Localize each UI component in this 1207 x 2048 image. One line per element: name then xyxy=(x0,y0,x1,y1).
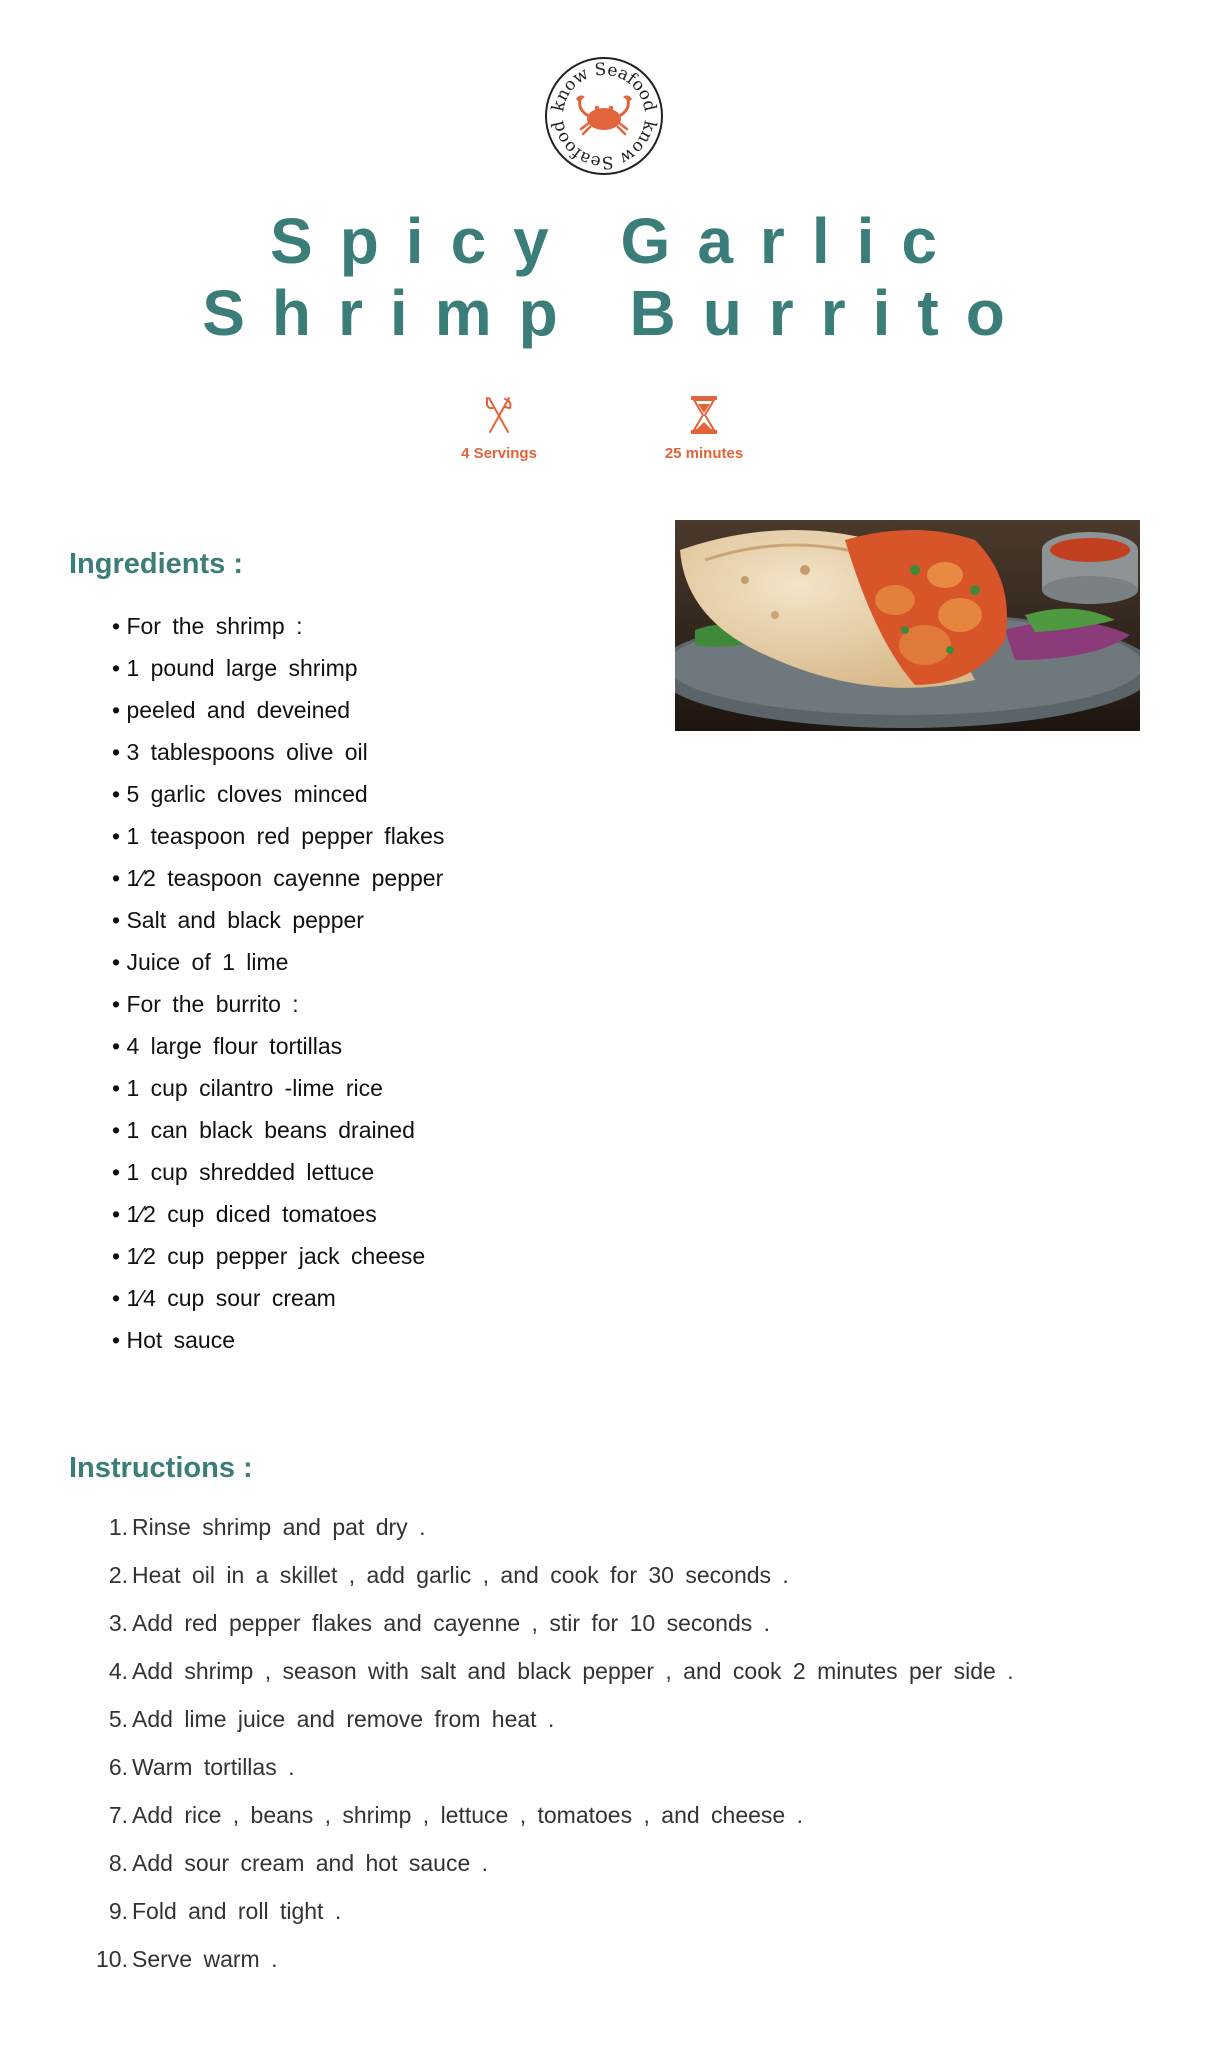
ingredient-item: • Hot sauce xyxy=(112,1319,632,1361)
ingredient-item: • 1 cup cilantro -lime rice xyxy=(112,1067,632,1109)
brand-logo xyxy=(543,55,665,177)
ingredient-item: • For the shrimp : xyxy=(112,605,632,647)
step-number: 5. xyxy=(108,1706,128,1732)
step-text: Add sour cream and hot sauce . xyxy=(132,1850,489,1876)
title-line-1: Spicy Garlic xyxy=(270,205,964,277)
ingredient-item: • 3 tablespoons olive oil xyxy=(112,731,632,773)
recipe-title xyxy=(0,205,1207,349)
instruction-step xyxy=(80,1743,1160,1791)
time-info xyxy=(624,395,784,462)
ingredient-item: • 1 teaspoon red pepper flakes xyxy=(112,815,632,857)
instruction-step xyxy=(80,1503,1160,1551)
ingredient-item: • 1⁄4 cup sour cream xyxy=(112,1277,632,1319)
instruction-step xyxy=(80,1935,1160,1983)
step-text: Rinse shrimp and pat dry . xyxy=(132,1514,426,1540)
ingredient-item: • peeled and deveined xyxy=(112,689,632,731)
step-number: 7. xyxy=(108,1802,128,1828)
step-text: Add shrimp , season with salt and black pepper , and cook 2 minutes per side . xyxy=(132,1658,1014,1684)
step-number: 4. xyxy=(108,1658,128,1684)
time-label: 25 minutes xyxy=(664,445,744,462)
ingredient-item: • 1 pound large shrimp xyxy=(112,647,632,689)
shrimp-burrito-photo xyxy=(675,520,1140,731)
title-line-2: Shrimp Burrito xyxy=(202,277,1032,349)
instruction-step xyxy=(80,1647,1160,1695)
step-number: 9. xyxy=(108,1898,128,1924)
instructions-heading: Instructions : xyxy=(69,1452,253,1484)
step-number: 1. xyxy=(108,1514,128,1540)
servings-label: 4 Servings xyxy=(461,445,537,462)
step-number: 10. xyxy=(96,1946,128,1972)
logo-bottom-text: know Seafood xyxy=(548,118,660,173)
step-text: Fold and roll tight . xyxy=(132,1898,342,1924)
instruction-step xyxy=(80,1551,1160,1599)
ingredient-item: • 1 cup shredded lettuce xyxy=(112,1151,632,1193)
instructions-list xyxy=(80,1503,1160,1983)
step-number: 8. xyxy=(108,1850,128,1876)
ingredient-item: • 1 can black beans drained xyxy=(112,1109,632,1151)
ingredient-item: • For the burrito : xyxy=(112,983,632,1025)
instruction-step xyxy=(80,1695,1160,1743)
ingredient-item: • 1⁄2 teaspoon cayenne pepper xyxy=(112,857,632,899)
ingredients-heading: Ingredients : xyxy=(69,548,244,580)
hourglass-icon xyxy=(689,395,719,435)
step-text: Add rice , beans , shrimp , lettuce , tomatoes , and cheese . xyxy=(132,1802,803,1828)
ingredient-item: • 1⁄2 cup diced tomatoes xyxy=(112,1193,632,1235)
ingredients-list xyxy=(112,605,632,1361)
ingredient-item: • 5 garlic cloves minced xyxy=(112,773,632,815)
instruction-step xyxy=(80,1887,1160,1935)
logo-top-text: know Seafood xyxy=(548,59,660,114)
servings-info xyxy=(419,395,579,462)
instruction-step xyxy=(80,1839,1160,1887)
ingredient-item: • 4 large flour tortillas xyxy=(112,1025,632,1067)
step-text: Serve warm . xyxy=(132,1946,278,1972)
step-text: Add lime juice and remove from heat . xyxy=(132,1706,555,1732)
ingredient-item: • Salt and black pepper xyxy=(112,899,632,941)
ingredient-item: • Juice of 1 lime xyxy=(112,941,632,983)
ingredient-item: • 1⁄2 cup pepper jack cheese xyxy=(112,1235,632,1277)
instruction-step xyxy=(80,1599,1160,1647)
step-number: 6. xyxy=(108,1754,128,1780)
step-text: Warm tortillas . xyxy=(132,1754,295,1780)
fork-knife-icon xyxy=(484,395,514,435)
instruction-step xyxy=(80,1791,1160,1839)
step-number: 2. xyxy=(108,1562,128,1588)
step-text: Heat oil in a skillet , add garlic , and cook for 30 seconds . xyxy=(132,1562,789,1588)
step-number: 3. xyxy=(108,1610,128,1636)
step-text: Add red pepper flakes and cayenne , stir for 10 seconds . xyxy=(132,1610,771,1636)
